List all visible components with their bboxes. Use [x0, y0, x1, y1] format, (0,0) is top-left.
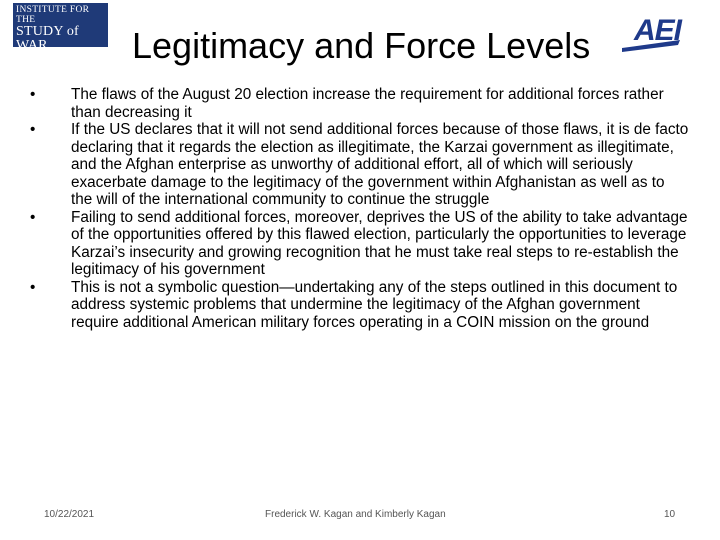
- bullet-text: This is not a symbolic question—undertaking any of the steps outlined in this document to address systemic problems that undermine the legitimacy of the Afghan government require additional American military forces operating in a COIN mission on the ground: [71, 278, 678, 331]
- isw-logo-tagline: MILITARY ANALYSIS AND EDUCATION FOR CIVILIAN LEADERS: [16, 55, 105, 67]
- footer-page-number: 10: [664, 509, 676, 520]
- bullet-list: [30, 86, 690, 331]
- isw-logo: [13, 3, 108, 67]
- bullet-marker: •: [30, 208, 36, 226]
- bullet-item: [30, 279, 690, 332]
- bullet-text: Failing to send additional forces, moreover, deprives the US of the ability to take advantage of the opportunities offered by this flawed election, particularly the opportunities to leverage Karzai’s insecurity and growing recognition that he must take real steps to re-establish the legitimacy of his government: [71, 208, 688, 278]
- aei-logo-text: AEI: [634, 14, 682, 47]
- isw-logo-line2: STUDY of WAR: [16, 24, 79, 53]
- slide-title: Legitimacy and Force Levels: [132, 25, 591, 66]
- bullet-item: [30, 209, 690, 279]
- aei-logo: [620, 10, 706, 56]
- bullet-text: If the US declares that it will not send additional forces because of those flaws, it is de facto declaring that it regards the election as illegitimate, the Karzai government as illegitimate, and the Afghan enterprise as unworthy of additional effort, all of which will seriously exacerbate damage to the legitimacy of the government within Afghanistan as well as to the will of the international community to continue the struggle: [71, 121, 689, 208]
- bullet-marker: •: [30, 121, 36, 138]
- bullet-item: [30, 121, 690, 209]
- isw-logo-line1: INSTITUTE FOR THE: [16, 5, 90, 25]
- bullet-marker: •: [30, 278, 36, 296]
- footer-authors: Frederick W. Kagan and Kimberly Kagan: [265, 509, 446, 520]
- bullet-item: [30, 86, 690, 121]
- bullet-marker: •: [30, 86, 36, 103]
- footer-date: 10/22/2021: [44, 509, 95, 520]
- bullet-text: The flaws of the August 20 election increase the requirement for additional forces rather than decreasing it: [71, 86, 664, 121]
